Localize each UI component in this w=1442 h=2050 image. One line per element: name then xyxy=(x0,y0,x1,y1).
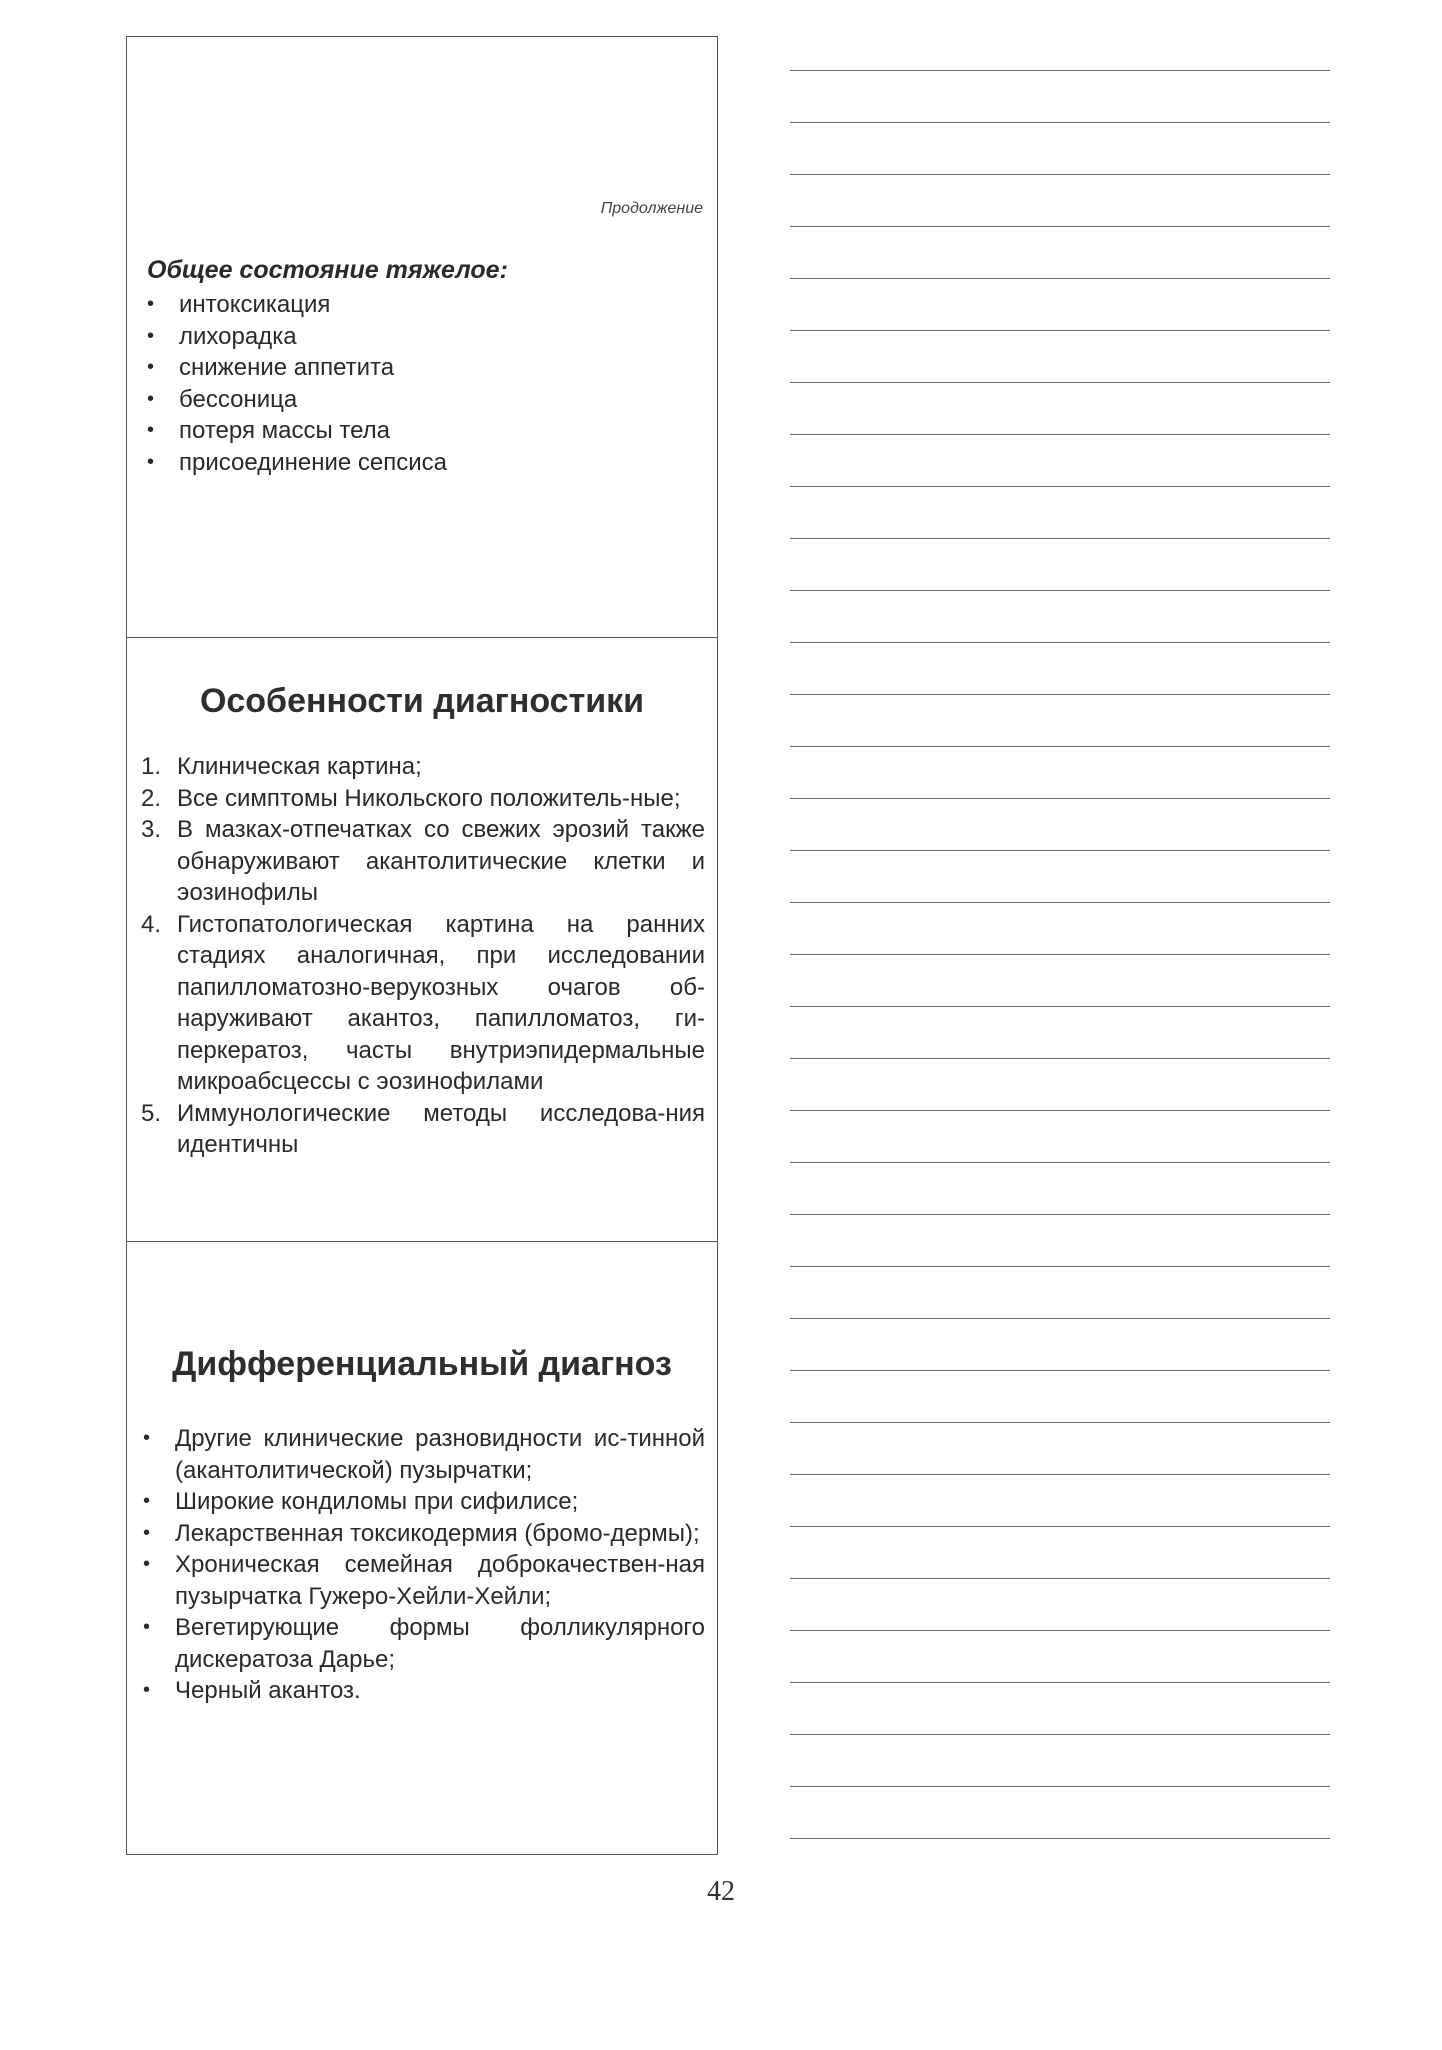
item-number: 5. xyxy=(141,1099,162,1127)
item-number: 1. xyxy=(141,753,162,780)
note-line xyxy=(790,1318,1330,1319)
note-line xyxy=(790,1786,1330,1787)
note-line xyxy=(790,1370,1330,1371)
note-line xyxy=(790,70,1330,71)
list-item: • лихорадка xyxy=(145,321,447,353)
note-line xyxy=(790,746,1330,747)
note-line xyxy=(790,486,1330,487)
note-line xyxy=(790,1110,1330,1111)
note-line xyxy=(790,694,1330,695)
note-line xyxy=(790,1578,1330,1579)
item-text: Гистопатологическая картина на ранних стадиях аналогичная, при исследовании папилломатозно-верукозных очагов об-наруживают акантоз, папилломатоз, ги-перкератоз, часты внутриэпидермальные микроабсцессы с эозинофилами xyxy=(177,910,705,1095)
differential-list xyxy=(137,1423,705,1707)
note-line xyxy=(790,1838,1330,1839)
item-text: В мазках-отпечатках со свежих эрозий также обнаруживают акантолитические клетки и эозинофилы xyxy=(177,816,705,906)
item-number: 4. xyxy=(141,910,162,938)
note-line xyxy=(790,1682,1330,1683)
note-line xyxy=(790,434,1330,435)
list-item: • присоединение сепсиса xyxy=(145,447,447,479)
note-line xyxy=(790,226,1330,227)
note-line xyxy=(790,1474,1330,1475)
note-line xyxy=(790,330,1330,331)
page-number: 42 xyxy=(707,1876,735,1907)
note-line xyxy=(790,1526,1330,1527)
note-line xyxy=(790,1422,1330,1423)
item-number: 3. xyxy=(141,816,162,843)
list-item: • потеря массы тела xyxy=(145,415,447,447)
note-line xyxy=(790,122,1330,123)
note-line xyxy=(790,174,1330,175)
list-item: • Черный акантоз. xyxy=(137,1675,705,1707)
item-text: Все симптомы Никольского положитель-ные; xyxy=(177,784,681,812)
note-line xyxy=(790,1162,1330,1163)
note-line xyxy=(790,1214,1330,1215)
list-item: • интоксикация xyxy=(145,289,447,321)
list-item xyxy=(141,909,705,1098)
list-item xyxy=(141,814,705,909)
item-text: Иммунологические методы исследова-ния идентичны xyxy=(177,1099,705,1158)
note-line xyxy=(790,590,1330,591)
differential-diagnosis-block xyxy=(126,1241,718,1855)
note-line xyxy=(790,902,1330,903)
item-number: 2. xyxy=(141,784,162,812)
diagnostics-list xyxy=(141,751,705,1161)
differential-diagnosis-title: Дифференциальный диагноз xyxy=(172,1345,672,1383)
note-line xyxy=(790,538,1330,539)
note-line xyxy=(790,1630,1330,1631)
note-line xyxy=(790,954,1330,955)
note-line xyxy=(790,1266,1330,1267)
note-line xyxy=(790,1058,1330,1059)
general-state-block xyxy=(126,36,718,638)
list-item: • Другие клинические разновидности ис-тинной (акантолитической) пузырчатки; xyxy=(137,1423,705,1486)
note-line xyxy=(790,642,1330,643)
symptom-list xyxy=(145,289,447,478)
list-item xyxy=(141,751,705,783)
item-text: Клиническая картина; xyxy=(177,753,422,780)
list-item: • Вегетирующие формы фолликулярного дискератоза Дарье; xyxy=(137,1612,705,1675)
note-line xyxy=(790,382,1330,383)
list-item: • Хроническая семейная доброкачествен-ная пузырчатка Гужеро-Хейли-Хейли; xyxy=(137,1549,705,1612)
list-item: • Лекарственная токсикодермия (бромо-дермы); xyxy=(137,1518,705,1550)
note-line xyxy=(790,1734,1330,1735)
list-item xyxy=(141,783,705,815)
list-item xyxy=(141,1098,705,1161)
diagnostics-block xyxy=(126,637,718,1242)
note-line xyxy=(790,1006,1330,1007)
note-line xyxy=(790,798,1330,799)
continued-label: Продолжение xyxy=(600,200,703,217)
list-item: • бессоница xyxy=(145,384,447,416)
diagnostics-title: Особенности диагностики xyxy=(199,682,645,720)
note-line xyxy=(790,850,1330,851)
list-item: • снижение аппетита xyxy=(145,352,447,384)
list-item: • Широкие кондиломы при сифилисе; xyxy=(137,1486,705,1518)
general-state-title: Общее состояние тяжелое: xyxy=(147,256,508,284)
note-line xyxy=(790,278,1330,279)
